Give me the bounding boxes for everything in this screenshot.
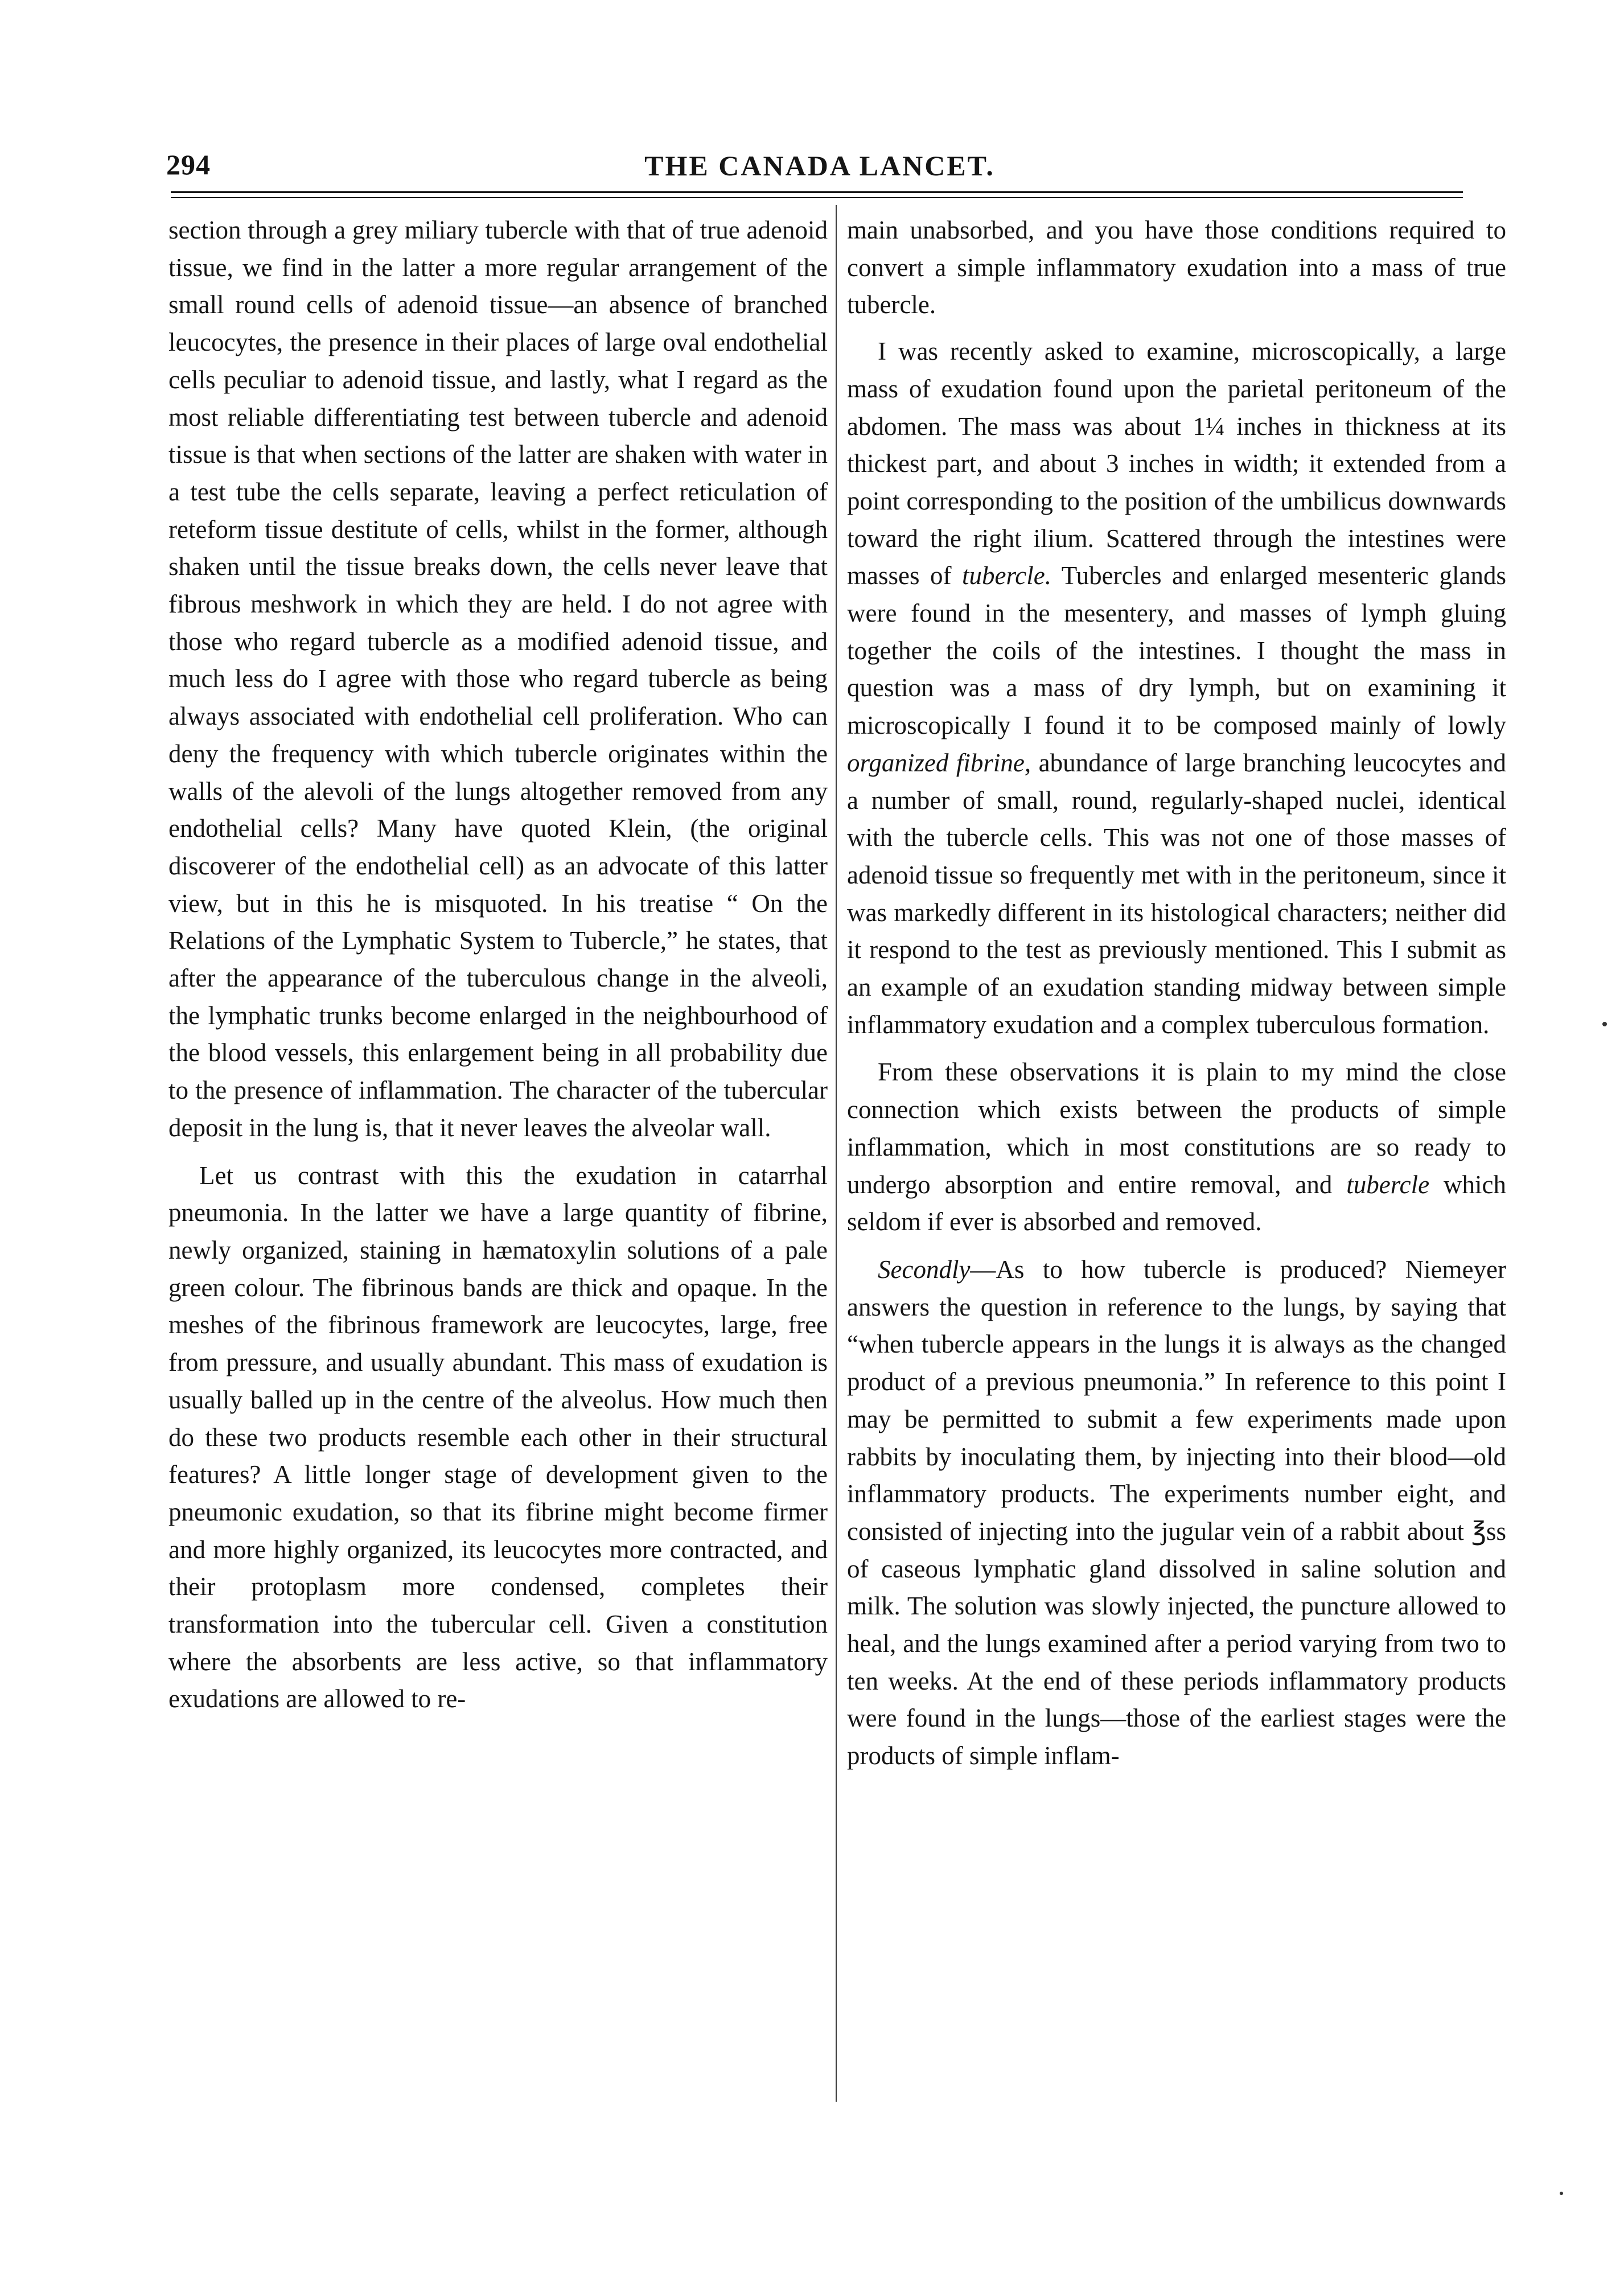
right-paragraph-1: main unabsorbed, and you have those conditions required to convert a simple inflammatory exudation into a mass of true tubercle. — [847, 216, 1506, 319]
right-paragraph-2-text-a: I was recently asked to examine, microscopically, a large mass of exudation found upon the parietal peritoneum of the abdomen. The mass was about 1¼ inches in thickness at its thickest part, and about 3 inches in width; it extended from a point corresponding to the position of the umbilicus downwards toward the right ilium. Scattered through the intestines were masses of — [847, 337, 1506, 590]
italic-tubercle-2: tubercle — [1346, 1170, 1430, 1199]
left-column — [168, 212, 828, 1718]
column-divider — [836, 205, 837, 2102]
header-rule-top — [171, 191, 1463, 193]
right-paragraph-3-text-b: which seldom if ever is absorbed and removed. — [847, 1170, 1506, 1236]
scan-speck — [1602, 1022, 1607, 1026]
header-rule-bottom — [171, 197, 1463, 198]
running-title: THE CANADA LANCET. — [644, 150, 995, 182]
scan-speck — [1560, 2192, 1563, 2195]
italic-tubercle: tubercle. — [961, 561, 1052, 590]
right-paragraph-4 — [847, 1251, 1506, 1775]
left-paragraph-1: section through a grey miliary tubercle with that of true adenoid tissue, we find in the latter a more regular arrangement of the small round cells of adenoid tissue—an absence of branched leucocytes, the presence in their places of large oval endothelial cells peculiar to adenoid tissue, and lastly, what I regard as the most reliable differentiating test between tubercle and adenoid tissue is that when sections of the latter are shaken with water in a test tube the cells separate, leaving a perfect reticulation of reteform tissue destitute of cells, whilst in the former, although shaken until the tissue breaks down, the cells never leave that fibrous meshwork in which they are held. I do not agree with those who regard tubercle as a modified adenoid tissue, and much less do I agree with those who regard tubercle as being always associated with endothelial cell proliferation. Who can deny the frequency with which tubercle originates within the walls of the alevoli of the lungs altogether removed from any endothelial cells? Many have quoted Klein, (the original discoverer of the endothelial cell) as an advocate of this latter view, but in this he is misquoted. In his treatise “ On the Relations of the Lymphatic System to Tubercle,” he states, that after the appearance of the tuberculous change in the alveoli, the lymphatic trunks become enlarged in the neighbourhood of the blood vessels, this enlargement being in all probability due to the presence of inflammation. The character of the tubercular deposit in the lung is, that it never leaves the alveolar wall. — [168, 216, 828, 1142]
right-column — [847, 212, 1506, 1775]
italic-organized-fibrine: organized fibrine, — [847, 748, 1031, 777]
italic-secondly: Secondly — [878, 1255, 971, 1284]
right-paragraph-2-text-b: Tubercles and enlarged mesenteric glands were found in the mesentery, and masses of lymph gluing together the coils of the intestines. I thought the mass in question was a mass of dry lymph, but on examining it microscopically I found it to be composed mainly of lowly — [847, 561, 1506, 740]
right-paragraph-3 — [847, 1054, 1506, 1241]
right-paragraph-3-text-a: From these observations it is plain to my mind the close connection which exists between the products of simple inflammation, which in most constitutions are so ready to undergo absorption and entire removal, and — [847, 1058, 1506, 1199]
right-paragraph-2-text-c: abundance of large branching leucocytes and a number of small, round, regularly-shaped nuclei, identical with the tubercle cells. This was not one of those masses of adenoid tissue so frequently met with in the peritoneum, since it was markedly different in its histological characters; neither did it respond to the test as previously mentioned. This I submit as an example of an exudation standing midway between simple inflammatory exudation and a complex tuberculous formation. — [847, 748, 1506, 1039]
left-paragraph-2: Let us contrast with this the exudation in catarrhal pneumonia. In the latter we have a large quantity of fibrine, newly organized, staining in hæmatoxylin solutions of a pale green colour. The fibrinous bands are thick and opaque. In the meshes of the fibrinous framework are leucocytes, large, free from pressure, and usually abundant. This mass of exudation is usually balled up in the centre of the alveolus. How much then do these two products resemble each other in their structural features? A little longer stage of development given to the pneumonic exudation, so that its fibrine might become firmer and more highly organized, its leucocytes more contracted, and their protoplasm more condensed, completes their transformation into the tubercular cell. Given a constitution where the absorbents are less active, so that inflammatory exudations are allowed to re- — [168, 1161, 828, 1713]
right-paragraph-2 — [847, 333, 1506, 1043]
right-paragraph-4-text: —As to how tubercle is produced? Niemeyer answers the question in reference to the lungs, by saying that “when tubercle appears in the lungs it is always as the changed product of a previous pneumonia.” In reference to this point I may be permitted to submit a few experiments made upon rabbits by inoculating them, by injecting into their blood—old inflammatory products. The experiments number eight, and consisted of injecting into the jugular vein of a rabbit about ℥ss of caseous lymphatic gland dissolved in saline solution and milk. The solution was slowly injected, the puncture allowed to heal, and the lungs examined after a period varying from two to ten weeks. At the end of these periods inflammatory products were found in the lungs—those of the earliest stages were the products of simple inflam- — [847, 1255, 1506, 1770]
page-number: 294 — [166, 149, 211, 180]
